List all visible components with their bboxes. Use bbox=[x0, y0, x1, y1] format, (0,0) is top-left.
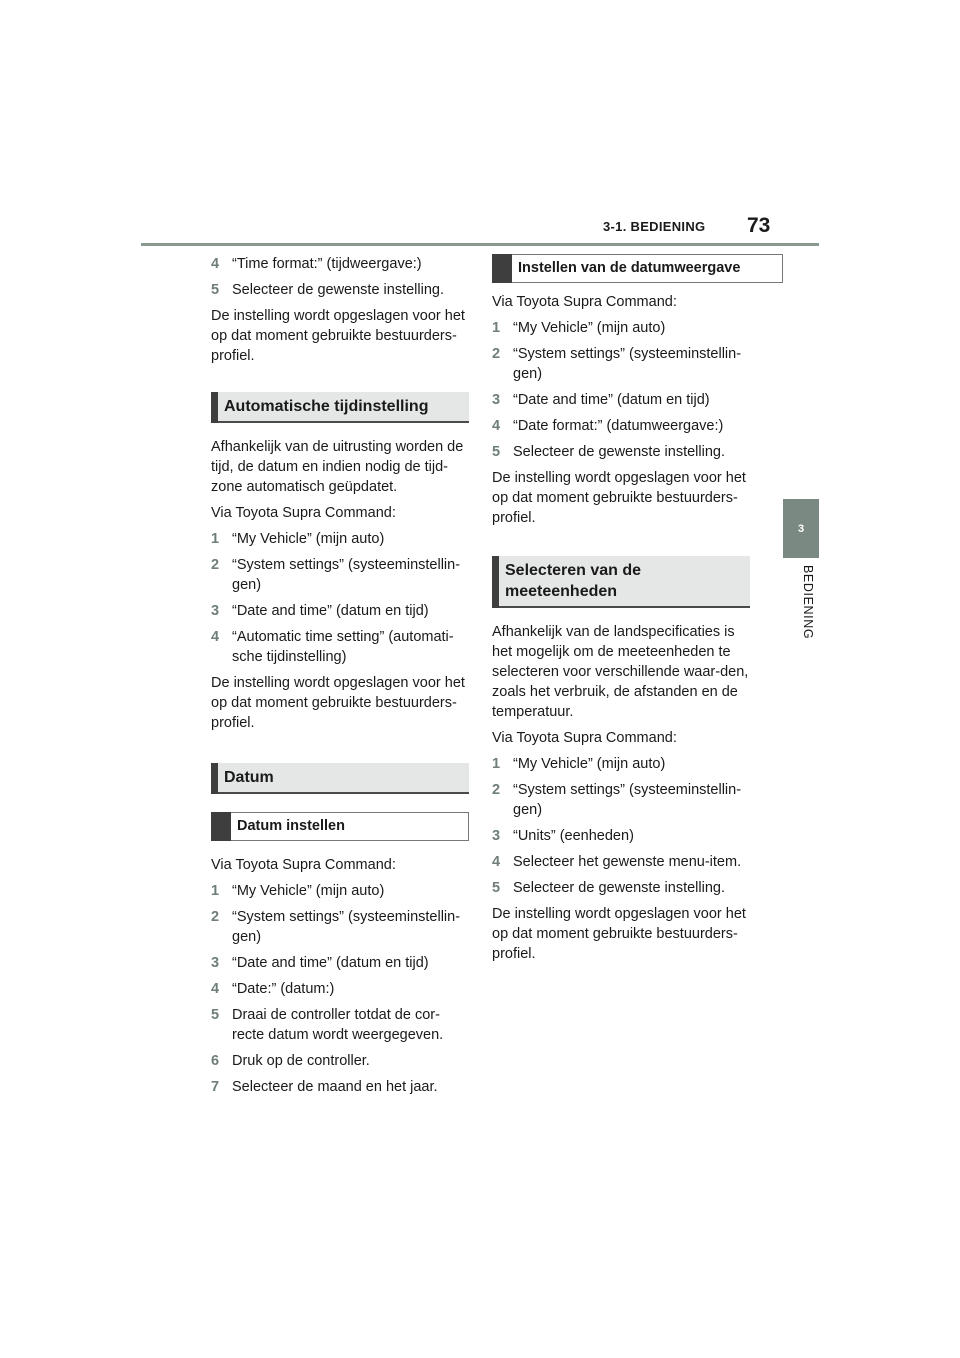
paragraph-body: Afhankelijk van de uitrusting worden de tijd, de datum en indien nodig de tijd-zone automatisch geüpdatet. bbox=[211, 439, 464, 495]
list-item bbox=[211, 1077, 469, 1097]
step-text: “System settings” (systeeminstellin-gen) bbox=[232, 557, 461, 593]
step-text: “Time format:” (tijdweergave:) bbox=[232, 256, 422, 272]
subsection-heading-datum-instellen: Datum instellen bbox=[211, 812, 469, 841]
step-number: 3 bbox=[492, 828, 501, 844]
list-item bbox=[211, 254, 469, 274]
list-item bbox=[492, 416, 750, 436]
step-number: 5 bbox=[492, 880, 501, 896]
section-heading-units: Selecteren van de meeteenheden bbox=[492, 556, 750, 608]
step-number: 5 bbox=[492, 444, 501, 460]
step-text: “System settings” (systeeminstellin-gen) bbox=[232, 909, 461, 945]
step-number: 5 bbox=[211, 282, 220, 298]
step-text: “My Vehicle” (mijn auto) bbox=[513, 756, 666, 772]
list-item bbox=[211, 1051, 469, 1071]
list-item bbox=[211, 953, 469, 973]
step-number: 4 bbox=[492, 418, 501, 434]
step-number: 2 bbox=[211, 557, 220, 573]
step-text: “System settings” (systeeminstellin-gen) bbox=[513, 346, 742, 382]
step-text: Selecteer de maand en het jaar. bbox=[232, 1079, 438, 1095]
left-column bbox=[211, 254, 469, 1103]
step-number: 4 bbox=[211, 256, 220, 272]
list-item bbox=[211, 979, 469, 999]
section-heading-auto-time: Automatische tijdinstelling bbox=[211, 392, 469, 423]
step-text: “Date and time” (datum en tijd) bbox=[232, 603, 429, 619]
section-heading-datum: Datum bbox=[211, 763, 469, 794]
paragraph-via: Via Toyota Supra Command: bbox=[211, 857, 396, 873]
running-header-section: 3-1. BEDIENING bbox=[603, 219, 706, 234]
step-number: 1 bbox=[492, 756, 501, 772]
step-number: 4 bbox=[211, 629, 220, 645]
list-item bbox=[492, 442, 750, 462]
step-text: Selecteer de gewenste instelling. bbox=[513, 444, 725, 460]
paragraph-note: De instelling wordt opgeslagen voor het op dat moment gebruikte bestuurders-profiel. bbox=[492, 470, 746, 526]
paragraph-body: Afhankelijk van de landspecificaties is het mogelijk om de meeteenheden te selecteren voor verschillende waar-den, zoals het verbruik, de afstanden en de temperatuur. bbox=[492, 624, 749, 720]
paragraph-via: Via Toyota Supra Command: bbox=[492, 294, 677, 310]
step-text: “Units” (eenheden) bbox=[513, 828, 634, 844]
step-number: 1 bbox=[492, 320, 501, 336]
step-text: Selecteer de gewenste instelling. bbox=[232, 282, 444, 298]
step-number: 7 bbox=[211, 1079, 220, 1095]
paragraph-via: Via Toyota Supra Command: bbox=[492, 730, 677, 746]
step-text: “My Vehicle” (mijn auto) bbox=[513, 320, 666, 336]
list-item bbox=[211, 555, 469, 595]
list-item bbox=[211, 529, 469, 549]
list-item bbox=[492, 754, 750, 774]
step-text: “My Vehicle” (mijn auto) bbox=[232, 531, 385, 547]
step-text: “My Vehicle” (mijn auto) bbox=[232, 883, 385, 899]
paragraph-note: De instelling wordt opgeslagen voor het op dat moment gebruikte bestuurders-profiel. bbox=[211, 675, 465, 731]
paragraph-via: Via Toyota Supra Command: bbox=[211, 505, 396, 521]
list-item bbox=[492, 878, 750, 898]
step-text: “Date and time” (datum en tijd) bbox=[513, 392, 710, 408]
step-text: “Date format:” (datumweergave:) bbox=[513, 418, 724, 434]
step-number: 2 bbox=[492, 346, 501, 362]
step-text: Draai de controller totdat de cor-recte datum wordt weergegeven. bbox=[232, 1007, 444, 1043]
step-number: 3 bbox=[211, 603, 220, 619]
list-item bbox=[211, 907, 469, 947]
step-number: 2 bbox=[492, 782, 501, 798]
list-item bbox=[211, 280, 469, 300]
step-text: “Automatic time setting” (automati-sche tijdinstelling) bbox=[232, 629, 454, 665]
list-item bbox=[211, 627, 469, 667]
subsection-heading-date-format: Instellen van de datumweergave bbox=[492, 254, 783, 283]
list-item bbox=[492, 390, 750, 410]
list-item bbox=[492, 318, 750, 338]
step-number: 4 bbox=[492, 854, 501, 870]
step-number: 3 bbox=[492, 392, 501, 408]
step-text: Selecteer het gewenste menu-item. bbox=[513, 854, 742, 870]
chapter-tab-number: 3 bbox=[797, 522, 805, 535]
step-number: 2 bbox=[211, 909, 220, 925]
paragraph-note: De instelling wordt opgeslagen voor het op dat moment gebruikte bestuurders-profiel. bbox=[211, 308, 465, 364]
step-text: Druk op de controller. bbox=[232, 1053, 370, 1069]
step-number: 5 bbox=[211, 1007, 220, 1023]
step-text: “Date and time” (datum en tijd) bbox=[232, 955, 429, 971]
paragraph-note: De instelling wordt opgeslagen voor het op dat moment gebruikte bestuurders-profiel. bbox=[492, 906, 746, 962]
right-column bbox=[492, 292, 750, 970]
list-item bbox=[211, 601, 469, 621]
step-number: 1 bbox=[211, 531, 220, 547]
header-rule bbox=[141, 243, 819, 246]
page-number: 73 bbox=[747, 214, 771, 237]
list-item bbox=[211, 1005, 469, 1045]
chapter-tab bbox=[783, 499, 819, 558]
chapter-side-label: BEDIENING bbox=[801, 565, 815, 640]
list-item bbox=[492, 826, 750, 846]
step-text: “Date:” (datum:) bbox=[232, 981, 335, 997]
step-number: 6 bbox=[211, 1053, 220, 1069]
step-number: 1 bbox=[211, 883, 220, 899]
step-number: 3 bbox=[211, 955, 220, 971]
list-item bbox=[492, 780, 750, 820]
step-text: Selecteer de gewenste instelling. bbox=[513, 880, 725, 896]
step-number: 4 bbox=[211, 981, 220, 997]
list-item bbox=[211, 881, 469, 901]
list-item bbox=[492, 344, 750, 384]
step-text: “System settings” (systeeminstellin-gen) bbox=[513, 782, 742, 818]
list-item bbox=[492, 852, 750, 872]
